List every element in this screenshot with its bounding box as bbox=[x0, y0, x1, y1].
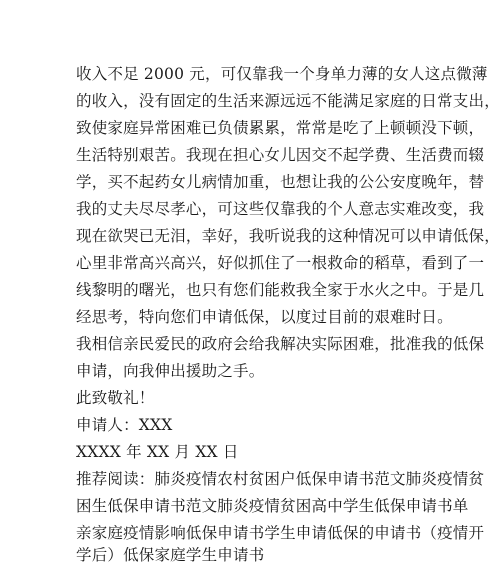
text-line: 生活特别艰苦。我现在担心女儿因交不起学费、生活费而辍 bbox=[76, 146, 485, 164]
applicant-name: 申请人：XXX bbox=[76, 416, 173, 434]
closing-salutation: 此致敬礼！ bbox=[76, 389, 155, 407]
recommended-reading: 亲家庭疫情影响低保申请书学生申请低保的申请书（疫情开 bbox=[76, 524, 485, 542]
text-line: 现在欲哭已无泪，幸好，我听说我的这种情况可以申请低保， bbox=[76, 227, 500, 245]
text-line: 心里非常高兴高兴，好似抓住了一根救命的稻草，看到了一 bbox=[76, 254, 485, 272]
recommended-reading: 学后）低保家庭学生申请书 bbox=[76, 546, 265, 564]
application-date: XXXX 年 XX 月 XX 日 bbox=[76, 443, 239, 461]
text-line: 线黎明的曙光，也只有您们能救我全家于水火之中。于是几 bbox=[76, 281, 485, 299]
text-line: 学，买不起药女儿病情加重，也想让我的公公安度晚年，替 bbox=[76, 173, 485, 191]
recommended-reading: 推荐阅读：肺炎疫情农村贫困户低保申请书范文肺炎疫情贫 bbox=[76, 470, 485, 488]
text-line: 致使家庭异常困难已负债累累，常常是吃了上顿顿没下顿， bbox=[76, 119, 485, 137]
text-line: 我相信亲民爱民的政府会给我解决实际困难，批准我的低保 bbox=[76, 335, 485, 353]
text-line: 我的丈夫尽尽孝心，可这些仅靠我的个人意志实难改变，我 bbox=[76, 200, 485, 218]
recommended-reading: 困生低保申请书范文肺炎疫情贫困高中学生低保申请书单 bbox=[76, 497, 469, 515]
text-line: 收入不足 2000 元，可仅靠我一个身单力薄的女人这点微薄 bbox=[76, 65, 488, 83]
text-line: 的收入，没有固定的生活来源远远不能满足家庭的日常支出， bbox=[76, 92, 500, 110]
text-line: 申请，向我伸出援助之手。 bbox=[76, 362, 265, 380]
text-line: 经思考，特向您们申请低保，以度过目前的艰难时日。 bbox=[76, 308, 453, 326]
